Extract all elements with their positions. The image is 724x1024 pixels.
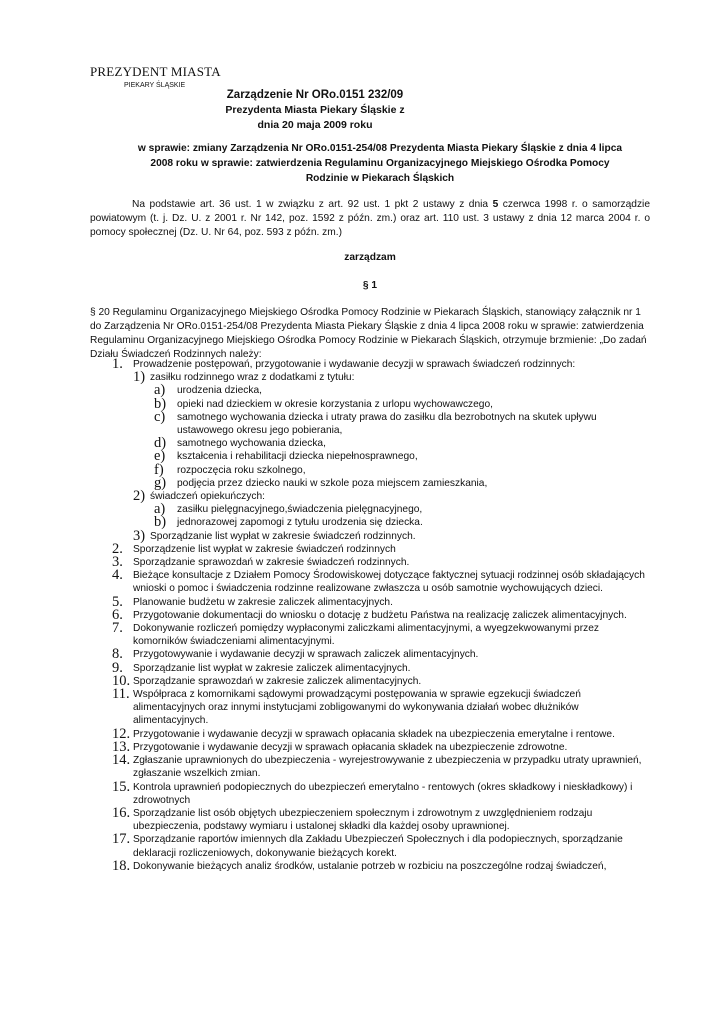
section-text: § 20 Regulaminu Organizacyjnego Miejskiego Ośrodka Pomocy Rodzinie w Piekarach Śląskich, stanowiący załącznik nr 1 do Zarządzenia Nr ORo.0151-254/08 Prezydenta Miasta Piekary Śląskie z dnia 4 lipca 2008 roku w sprawie: zatwierdzenia Regulaminu Organizacyjnego Miejskiego Ośrodka Pomocy Rodzinie w Piekarach Śląskich, otrzymuje brzmienie: „Do zadań Działu Świadczeń Rodzinnych należy: xyxy=(90,307,647,360)
task-item xyxy=(90,833,655,859)
subsubtask-letter: g) xyxy=(154,474,167,491)
subsubtask-item xyxy=(154,516,655,529)
task-item xyxy=(90,358,655,543)
task-number: 13. xyxy=(112,738,131,755)
subsubtask-text: zasiłku pielęgnacyjnego,świadczenia pielęgnacyjnego, xyxy=(177,504,423,516)
task-item xyxy=(90,725,655,742)
header-authority: PREZYDENT MIASTA xyxy=(90,64,221,79)
subsubtask-letter: f) xyxy=(154,461,164,478)
title-line-3: dnia 20 maja 2009 roku xyxy=(257,119,373,131)
legal-basis-day: 5 xyxy=(492,199,499,210)
subsubtask-list xyxy=(150,384,655,490)
subsubtask-letter: d) xyxy=(154,435,167,452)
task-item xyxy=(90,606,655,623)
subtask-text: Sporządzanie list wypłat w zakresie świadczeń rodzinnych. xyxy=(150,530,416,542)
task-number: 2. xyxy=(112,540,123,557)
task-text: Sporządzanie raportów imiennych dla Zakładu Ubezpieczeń Społecznych i dla podopiecznych, sporządzanie deklaracji rozliczeniowych, dokonywanie bieżących korekt. xyxy=(133,834,623,859)
subtask-item xyxy=(133,527,655,544)
task-text: Sporządzanie list osób objętych ubezpieczeniem społecznym i zdrowotnym z uwzględnieniem rodzaju ubezpieczenia, podstawy wymiaru i ustalonej składki dla każdej osoby uprawnionej. xyxy=(133,807,593,833)
legal-basis-part2: czerwca 1998 r. o samorządzie powiatowym (t. j. Dz. U. z 2001 r. Nr 142, poz. 1592 z późn. zm.) oraz art. 110 ust. 3 ustawy z dnia 12 marca 2004 r. o pomocy społecznej (Dz. U. Nr 64, poz. 593 z późn. zm.) xyxy=(90,199,650,238)
task-text: Sporządzanie list wypłat w zakresie zaliczek alimentacyjnych. xyxy=(133,662,411,674)
task-number: 3. xyxy=(112,554,123,571)
subject-line-3: Rodzinie w Piekarach Śląskich xyxy=(305,173,455,184)
subject-line-2: 2008 roku w sprawie: zatwierdzenia Regulaminu Organizacyjnego Miejskiego Ośrodka Pomocy xyxy=(150,158,610,169)
task-item xyxy=(90,672,655,689)
subsubtask-item xyxy=(154,395,655,412)
task-text: Sporządzenie list wypłat w zakresie świadczeń rodzinnych xyxy=(133,543,396,555)
task-item xyxy=(90,540,655,557)
subsubtask-letter: c) xyxy=(154,408,166,425)
task-number: 7. xyxy=(112,620,123,637)
task-item xyxy=(90,778,655,807)
subsubtask-letter: a) xyxy=(154,501,166,518)
task-item xyxy=(90,556,655,569)
task-number: 17. xyxy=(112,831,131,848)
task-item xyxy=(90,648,655,661)
task-item xyxy=(90,754,655,780)
task-text: Przygotowywanie i wydawanie decyzji w sprawach zaliczek alimentacyjnych. xyxy=(133,649,479,661)
task-number: 5. xyxy=(112,593,123,610)
task-text: Sporządzanie sprawozdań w zakresie zaliczek alimentacyjnych. xyxy=(133,675,422,687)
task-text: Bieżące konsultacje z Działem Pomocy Środowiskowej dotyczące faktycznej sytuacji rodzinnej osób składających wnioski o pomoc i świadczenia rodzinne realizowane zwłaszcza u osób samotnie wychowujących dzieci. xyxy=(133,570,645,595)
task-item xyxy=(90,622,655,648)
task-item xyxy=(90,593,655,610)
task-number: 14. xyxy=(112,752,131,769)
subsubtask-text: kształcenia i rehabilitacji dziecka niepełnosprawnego, xyxy=(177,451,418,463)
header-city: PIEKARY ŚLĄSKIE xyxy=(124,82,186,89)
subsubtask-text: podjęcia przez dziecko nauki w szkole poza miejscem zamieszkania, xyxy=(177,477,488,489)
task-number: 9. xyxy=(112,659,123,676)
task-item xyxy=(90,738,655,755)
task-item xyxy=(90,688,655,728)
subtask-item xyxy=(133,490,655,530)
task-item xyxy=(90,569,655,595)
subsubtask-item xyxy=(154,450,655,463)
task-text: Przygotowanie i wydawanie decyzji w sprawach opłacania składek na ubezpieczenia emerytalne i rentowe. xyxy=(133,728,615,740)
subsubtask-list xyxy=(150,503,655,529)
task-text: Zgłaszanie uprawnionych do ubezpieczenia - wyrejestrowywanie z ubezpieczenia w przypadku utraty uprawnień, zgłaszanie wszelkich zmian. xyxy=(133,755,642,780)
task-item xyxy=(90,804,655,833)
task-number: 18. xyxy=(112,857,131,874)
subsubtask-text: jednorazowej zapomogi z tytułu urodzenia się dziecka. xyxy=(177,517,423,529)
task-number: 1. xyxy=(112,356,123,372)
subtask-number: 1) xyxy=(133,369,146,386)
task-text: Kontrola uprawnień podopiecznych do ubezpieczeń emerytalno - rentowych (okres składkowy i nieskładkowy) i zdrowotnych xyxy=(133,781,633,806)
subsubtask-letter: a) xyxy=(154,382,166,399)
subtask-text: świadczeń opiekuńczych: xyxy=(150,491,265,503)
task-number: 16. xyxy=(112,804,131,821)
subsubtask-item xyxy=(154,437,655,450)
document-title xyxy=(195,88,435,133)
subsubtask-item xyxy=(154,408,655,437)
task-text: Dokonywanie rozliczeń pomiędzy wypłaconymi zaliczkami alimentacyjnymi, a wyegzekwowanymi przez komorników świadczeniami alimentacyjnymi. xyxy=(133,623,599,648)
subsubtask-letter: b) xyxy=(154,514,167,531)
task-text: Planowanie budżetu w zakresie zaliczek alimentacyjnych. xyxy=(133,596,393,608)
task-number: 4. xyxy=(112,567,123,584)
title-line-1: Zarządzenie Nr ORo.0151 232/09 xyxy=(226,89,404,101)
task-number: 6. xyxy=(112,606,123,623)
task-number: 15. xyxy=(112,778,131,795)
subsubtask-item xyxy=(154,474,655,491)
subsubtask-item xyxy=(154,503,655,516)
subtask-list xyxy=(133,371,655,543)
task-number: 8. xyxy=(112,646,123,663)
task-text: Przygotowanie i wydawanie decyzji w sprawach opłacania składek na ubezpieczenie zdrowotne. xyxy=(133,741,568,753)
legal-basis-part1: Na podstawie art. 36 ust. 1 w związku z art. 92 ust. 1 pkt 2 ustawy z dnia xyxy=(132,199,493,210)
task-text: Przygotowanie dokumentacji do wniosku o dotację z budżetu Państwa na realizację zaliczek alimentacyjnych. xyxy=(133,609,627,621)
subsubtask-text: samotnego wychowania dziecka, xyxy=(177,438,326,450)
section-mark: § 1 xyxy=(362,280,378,291)
subsubtask-text: rozpoczęcia roku szkolnego, xyxy=(177,464,306,476)
task-list xyxy=(90,358,655,873)
subsubtask-item xyxy=(154,384,655,397)
task-text: Dokonywanie bieżących analiz środków, ustalanie potrzeb w rozbiciu na poszczególne rodzaj świadczeń, xyxy=(133,860,607,872)
document-subject xyxy=(110,141,650,186)
legal-basis xyxy=(90,198,650,240)
task-text: Prowadzenie postępowań, przygotowanie i wydawanie decyzji w sprawach świadczeń rodzinnych: xyxy=(133,359,576,370)
subtask-item xyxy=(133,371,655,490)
task-item xyxy=(90,659,655,676)
task-text: Sporządzanie sprawozdań w zakresie świadczeń rodzinnych. xyxy=(133,557,410,569)
task-item xyxy=(90,857,655,874)
subsubtask-text: opieki nad dzieckiem w okresie korzystania z urlopu wychowawczego, xyxy=(177,398,493,410)
task-number: 11. xyxy=(112,686,130,703)
title-line-2: Prezydenta Miasta Piekary Śląskie z xyxy=(225,104,405,116)
decree-word: zarządzam xyxy=(344,252,396,263)
subtask-number: 2) xyxy=(133,488,146,505)
subsubtask-letter: b) xyxy=(154,395,167,412)
subject-line-1: w sprawie: zmiany Zarządzenia Nr ORo.0151-254/08 Prezydenta Miasta Piekary Śląskie z dnia 4 lipca xyxy=(137,143,623,154)
subtask-text: zasiłku rodzinnego wraz z dodatkami z tytułu: xyxy=(150,372,355,384)
task-text: Współpraca z komornikami sądowymi prowadzącymi postępowania w sprawie egzekucji świadczeń alimentacyjnych oraz innymi instytucjami zobligowanymi do wykonywania działań wobec dłużników alimentacyjnych. xyxy=(133,689,581,727)
task-number: 10. xyxy=(112,672,131,689)
subsubtask-item xyxy=(154,461,655,478)
task-number: 12. xyxy=(112,725,131,742)
subsubtask-text: urodzenia dziecka, xyxy=(177,385,262,397)
subsubtask-letter: e) xyxy=(154,448,166,465)
subsubtask-text: samotnego wychowania dziecka i utraty prawa do zasiłku dla bezrobotnych na skutek upływu ustawowego okresu jego pobierania, xyxy=(177,411,597,437)
subtask-number: 3) xyxy=(133,527,146,544)
